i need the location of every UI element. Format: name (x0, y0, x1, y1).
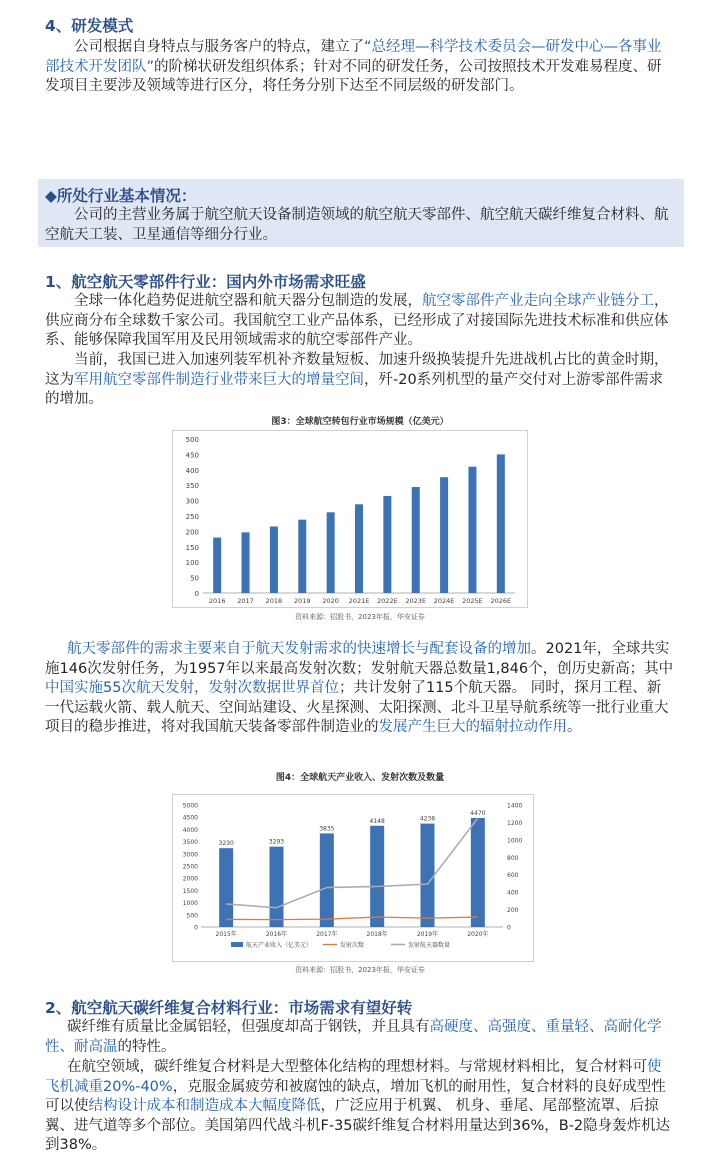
fig3-ytick-label: 450 (185, 451, 199, 460)
fig4-legend-label: 发射次数 (340, 942, 365, 949)
industry-title: ◆所处行业基本情况： (45, 187, 197, 205)
s1-paragraph-2: 当前，我国已进入加速列装军机补齐数量短板、加速升级换装提升先进战机占比的黄金时期，这为军用航空零部件制造行业带来巨大的增量空间，歼-20系列机型的量产交付对上游零部件需求的增加。 (45, 352, 669, 407)
fig4-right-tick-label: 1200 (507, 819, 523, 827)
fig3-xtick-label: 2017 (237, 597, 254, 605)
fig3-xtick-label: 2021E (348, 597, 370, 605)
fig4-line-launches (226, 917, 478, 920)
fig4-bar-data-label: 4148 (369, 817, 385, 825)
fig3-bar (497, 454, 505, 593)
fig4-right-tick-label: 800 (507, 854, 519, 862)
fig3-ytick-label: 100 (185, 559, 199, 568)
fig3-ytick-label: 350 (185, 482, 199, 491)
fig4-left-tick-label: 4500 (182, 814, 198, 822)
fig4-right-tick-label: 200 (507, 907, 519, 915)
section4-title: 4、研发模式 (45, 17, 134, 35)
fig4-xtick-label: 2017年 (316, 931, 338, 938)
fig4-right-tick-label: 0 (507, 924, 511, 932)
fig4-right-tick-label: 1000 (507, 837, 523, 845)
fig3-source: 资料来源：招股书，2023年报，华安证券 (295, 613, 425, 621)
s2-paragraph-2: 在航空领域，碳纤维复合材料是大型整体化结构的理想材料。与常规材料相比，复合材料可使飞机减重20%-40%，克服金属疲劳和被腐蚀的缺点，增加飞机的耐用性，复合材料的良好成型性可以使结构设计成本和制造成本大幅度降低，广泛应用于机翼、 机身、垂尾、尾部整流罩、后掠翼、进气道等多个部位。美国第四代战斗机F-35碳纤维复合材料用量达到36%，B-2隐身轰炸机达到38%。 (45, 1059, 671, 1153)
fig3-bar (412, 487, 420, 593)
fig4-xtick-label: 2016年 (265, 931, 288, 938)
fig4-bar (219, 848, 233, 927)
s2-paragraph-1: 碳纤维有质量比金属铝轻，但强度却高于钢铁，并且具有高硬度、高强度、重量轻、高耐化学性、耐高温的特性。 (45, 1019, 662, 1055)
fig4-left-tick-label: 2000 (182, 875, 198, 883)
fig4-left-tick-label: 1500 (182, 887, 198, 895)
fig3-bar (327, 512, 335, 593)
fig4-left-tick-label: 3500 (182, 839, 198, 847)
fig4-xtick-label: 2020年 (467, 931, 489, 938)
fig4-caption: 图4：全球航天产业收入、发射次数及数量 (275, 773, 445, 783)
fig3-ytick-label: 150 (185, 543, 199, 552)
s2-title: 2、航空航天碳纤维复合材料行业：市场需求有望好转 (45, 999, 413, 1017)
fig3-xtick-label: 2026E (490, 597, 512, 605)
fig3-ytick-label: 200 (185, 528, 199, 537)
fig4-right-tick-label: 1400 (507, 802, 523, 810)
s1-paragraph-1: 全球一体化趋势促进航空器和航天器分包制造的发展，航空零部件产业走向全球产业链分工，供应商分布全球数千家公司。我国航空工业产品体系，已经形成了对接国际先进技术标准和供应体系、能够保障我国军用及民用领域需求的航空零部件产业。 (45, 293, 669, 348)
fig4-legend-label: 发射航天器数量 (408, 942, 451, 949)
fig4-bar (471, 818, 485, 927)
fig4-xtick-label: 2015年 (215, 931, 237, 938)
fig4-left-tick-label: 4000 (182, 826, 198, 834)
fig4-bar (270, 847, 284, 927)
fig3-xtick-label: 2020 (322, 597, 339, 605)
fig4-left-tick-label: 0 (194, 924, 198, 932)
fig4-right-tick-label: 600 (507, 872, 519, 880)
fig3-bar (213, 538, 221, 593)
fig4-bar-data-label: 3293 (268, 838, 285, 846)
fig3-bar (440, 477, 448, 593)
fig4-xtick-label: 2018年 (366, 931, 388, 938)
s1-title: 1、航空航天零部件行业：国内外市场需求旺盛 (45, 273, 366, 291)
fig3-chart (173, 431, 527, 607)
fig4-bar-data-label: 3230 (218, 840, 234, 848)
fig3-bar (468, 467, 476, 593)
fig4-bar-data-label: 3835 (319, 825, 335, 833)
fig3-xtick-label: 2019 (293, 597, 311, 605)
fig4-right-tick-label: 400 (507, 889, 519, 897)
fig3-ytick-label: 300 (185, 497, 199, 506)
fig4-bar (421, 824, 435, 927)
fig3-ytick-label: 500 (185, 436, 199, 444)
fig4-left-tick-label: 2500 (182, 863, 198, 871)
fig4-left-tick-label: 5000 (182, 802, 198, 810)
fig4-source: 资料来源：招股书，2023年报，华安证券 (295, 966, 425, 974)
fig3-chart-frame (172, 430, 528, 608)
fig4-legend-swatch-bar (231, 942, 243, 947)
fig3-ytick-label: 400 (185, 466, 199, 475)
fig3-xtick-label: 2022E (377, 597, 398, 605)
fig4-xtick-label: 2019年 (416, 931, 439, 938)
fig3-xtick-label: 2018 (265, 597, 283, 605)
fig3-bar (383, 496, 391, 593)
fig4-legend-label: 航天产业收入（亿美元） (246, 942, 313, 949)
fig3-xtick-label: 2025E (462, 597, 483, 605)
fig3-ytick-label: 50 (190, 574, 199, 583)
fig4-bar (370, 826, 384, 927)
fig4-bar-data-label: 4470 (470, 809, 486, 817)
fig3-ytick-label: 250 (185, 513, 199, 521)
section4-paragraph: 公司根据自身特点与服务客户的特点，建立了“总经理—科学技术委员会—研发中心—各事业部技术开发团队”的阶梯状研发组织体系；针对不同的研发任务，公司按照技术开发难易程度、研发项目主要涉及领域等进行区分，将任务分别下达至不同层级的研发部门。 (45, 39, 662, 94)
fig4-bar-data-label: 4238 (419, 815, 436, 823)
fig3-xtick-label: 2024E (433, 597, 455, 605)
fig4-left-tick-label: 500 (186, 912, 198, 920)
fig3-bar (270, 526, 278, 593)
fig4-line-spacecraft (226, 815, 478, 908)
fig4-left-tick-label: 3000 (182, 851, 198, 859)
fig3-bar (242, 532, 250, 593)
fig3-bar (355, 504, 363, 593)
fig3-ytick-label: 0 (194, 590, 199, 598)
s1-paragraph-3: 航天零部件的需求主要来自于航天发射需求的快速增长与配套设备的增加。2021年，全球共实施146次发射任务，为1957年以来最高发射次数；发射航天器总数量1,846个，创历史新高；其中中国实施55次航天发射，发射次数据世界首位；共计发射了115个航天器。 同时，探月工程、新一代运载火箭、载人航天、空间站建设、火星探测、太阳探测、北斗卫星导航系统等一批行业重大项目的稳步推进，将对我国航天装备零部件制造业的发展产生巨大的辐射拉动作用。 (45, 641, 674, 735)
fig4-bar (320, 833, 334, 927)
fig4-chart-frame (172, 794, 534, 962)
fig3-xtick-label: 2016 (208, 597, 226, 605)
fig3-bar (298, 520, 306, 593)
fig4-chart (173, 795, 533, 961)
fig3-xtick-label: 2023E (405, 597, 427, 605)
industry-paragraph: 公司的主营业务属于航空航天设备制造领域的航空航天零部件、航空航天碳纤维复合材料、航空航天工装、卫星通信等细分行业。 (45, 207, 669, 243)
fig3-caption: 图3：全球航空转包行业市场规模（亿美元） (271, 417, 449, 427)
fig4-left-tick-label: 1000 (182, 900, 198, 908)
